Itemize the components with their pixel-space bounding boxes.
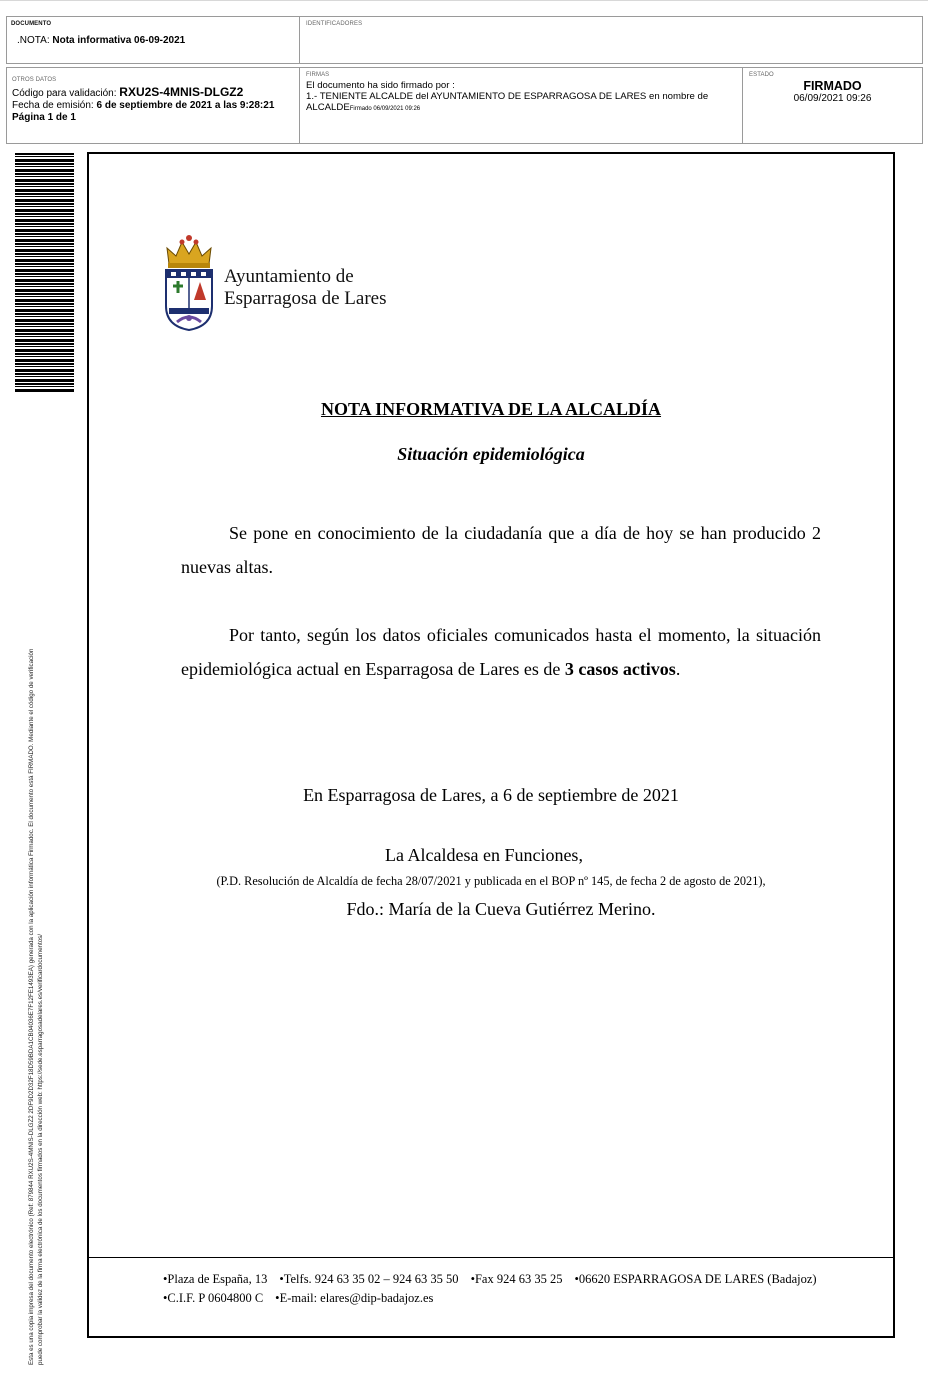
header-document-box [6, 16, 923, 64]
footer-email [275, 1291, 433, 1305]
footer-address-text: Plaza de España, 13 [167, 1272, 268, 1286]
footer-line-2 [163, 1289, 433, 1308]
side-text-line1: Esta es una copia impresa del documento electrónico (Ref: 879844 RXU2S-4MNIS-DLGZ2 2DF9D2D32F18D59BDA1CB04036E7F12FE1493EA) generada con la aplicación informática Firmadoc. El documento está FIRMADO. Mediante el código de verificación [28, 648, 35, 1365]
page-title: NOTA INFORMATIVA DE LA ALCALDÍA [320, 399, 662, 419]
bullet: • [470, 1272, 475, 1286]
document-page [87, 152, 895, 1338]
codigo-value: RXU2S-4MNIS-DLGZ2 [119, 85, 244, 99]
bullet: • [574, 1272, 579, 1286]
footer-email-text[interactable]: E-mail: elares@dip-badajoz.es [279, 1291, 434, 1305]
signer-role: La Alcaldesa en Funciones, [385, 845, 583, 865]
codigo-label: Código para validación: [12, 88, 117, 99]
estado-caption: ESTADO [749, 72, 774, 78]
bullet: • [163, 1291, 168, 1305]
documento-prefix: .NOTA: [17, 35, 50, 46]
estado-value: FIRMADO [803, 79, 862, 93]
firmas-line1: El documento ha sido firmado por : [306, 80, 455, 91]
letterhead-name [224, 266, 386, 310]
letterhead-line1: Ayuntamiento de [224, 266, 354, 287]
paragraph-1-text: Se pone en conocimiento de la ciudadanía que a día de hoy se han producido 2 nuevas altas. [181, 523, 821, 577]
estado-date: 06/09/2021 09:26 [793, 93, 872, 104]
fecha-label: Fecha de emisión: [12, 100, 94, 111]
signer-name: Fdo.: María de la Cueva Gutiérrez Merino. [346, 899, 656, 919]
paragraph-2-end: . [675, 659, 681, 679]
footer-fax [471, 1272, 563, 1286]
firmas-signed-date: Firmado 06/09/2021 09:26 [349, 106, 421, 112]
side-verification-text [27, 395, 45, 1365]
footer-phones-text: Telfs. 924 63 35 02 – 924 63 35 50 [283, 1272, 459, 1286]
side-text-line2: puede comprobar la validez de la firma electrónica de los documentos firmados en la dirección web: https://sede.esparragosadelares.es/verificardocumentos/ [37, 934, 44, 1365]
active-cases: 3 casos activos [564, 659, 676, 679]
footer-fax-text: Fax 924 63 35 25 [474, 1272, 563, 1286]
firmas-line2: 1.- TENIENTE ALCALDE del AYUNTAMIENTO DE ESPARRAGOSA DE LARES en nombre de [306, 91, 709, 102]
firmas-line3: ALCALDE [306, 102, 350, 113]
bullet: • [279, 1272, 284, 1286]
footer-rule [89, 1257, 893, 1258]
footer-cif [163, 1291, 263, 1305]
paragraph-2-text: Por tanto, según los datos oficiales comunicados hasta el momento, la situación epidemiológica actual en Esparragosa de Lares es de [181, 625, 821, 679]
pagina-label: Página 1 de 1 [12, 112, 76, 123]
page-subtitle: Situación epidemiológica [397, 444, 585, 464]
letterhead-line2: Esparragosa de Lares [224, 288, 387, 309]
fecha-value: 6 de septiembre de 2021 a las 9:28:21 [96, 100, 275, 111]
documento-title: Nota informativa 06-09-2021 [52, 35, 186, 46]
bullet: • [275, 1291, 280, 1305]
coat-of-arms-logo [163, 234, 215, 332]
top-rule [0, 0, 928, 1]
paragraph-2 [181, 618, 821, 686]
delegation-note: (P.D. Resolución de Alcaldía de fecha 28/07/2021 y publicada en el BOP nº 145, de fecha 2 de agosto de 2021), [216, 874, 766, 888]
paragraph-1 [181, 516, 821, 584]
place-date: En Esparragosa de Lares, a 6 de septiembre de 2021 [303, 785, 679, 805]
barcode [15, 153, 74, 393]
footer-cif-text: C.I.F. P 0604800 C [167, 1291, 264, 1305]
header-data-box [6, 67, 923, 144]
firmas-caption: FIRMAS [306, 72, 330, 78]
footer-line-1 [163, 1270, 817, 1289]
bullet: • [163, 1272, 168, 1286]
otros-datos-caption: OTROS DATOS [12, 77, 57, 83]
identificadores-caption: IDENTIFICADORES [306, 21, 363, 27]
footer-address [163, 1272, 267, 1286]
documento-caption: DOCUMENTO [11, 21, 52, 27]
footer-postal-text: 06620 ESPARRAGOSA DE LARES (Badajoz) [578, 1272, 817, 1286]
footer-postal [574, 1272, 816, 1286]
footer-phones [279, 1272, 458, 1286]
